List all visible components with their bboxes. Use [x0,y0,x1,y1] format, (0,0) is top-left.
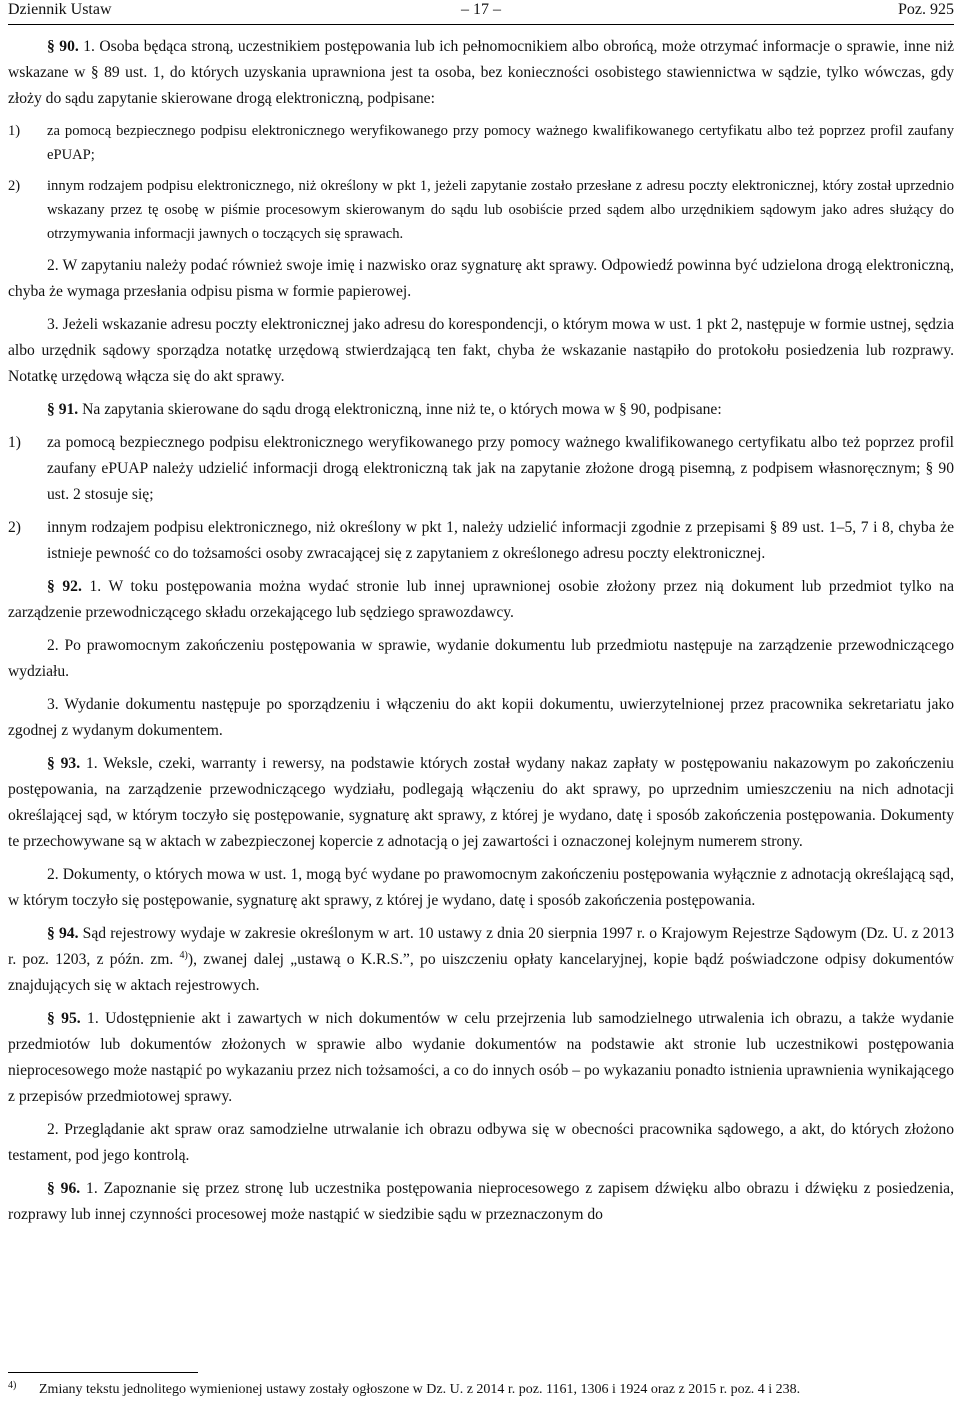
footnote-rule [8,1372,198,1373]
section-94-para-1: § 94. Sąd rejestrowy wydaje w zakresie określonym w art. 10 ustawy z dnia 20 sierpnia 1997 r. o Krajowym Rejestrze Sądowym (Dz. U. z 2013 r. poz. 1203, z późn. zm. $^{4)}$), zwanej dalej „ustawą o K.R.S.”, po uiszczeniu opłaty kancelaryjnej, kopie bądź poświadczone odpisy dokumentów znajdujących się w aktach rejestrowych. [8,925,955,994]
section-91-item-2: 2) innym rodzajem podpisu elektronicznego, niż określony w pkt 1, należy udzielić informacji zgodnie z przepisami § 89 ust. 1–5, 7 i 8, chyba że istnieje pewność co do tożsamości osoby zwracającej się z zapytaniem z określonego adresu poczty elektronicznej. [8,519,954,562]
section-95-para-2: 2. Przeglądanie akt spraw oraz samodzielne utrwalanie ich obrazu odbywa się w obecności pracownika sądowego, a akt, do których złożono testament, pod jego kontrolą. [8,1121,954,1164]
page-number: – 17 – [461,1,501,18]
section-91-item-1: 1) za pomocą bezpiecznego podpisu elektronicznego weryfikowanego przy pomocy ważnego kwalifikowanego certyfikatu albo też poprzez profil zaufany ePUAP należy udzielić informacji drogą elektroniczną tak jak na zapytanie złożone drogą pisemną, z podpisem własnoręcznym; § 90 ust. 2 stosuje się; [8,434,954,503]
page-header [8,0,954,22]
footnote-mark: 4) [8,1380,17,1391]
footnote-reference: 4) [179,949,188,961]
section-90-para-1: § 90. 1. Osoba będąca stroną, uczestnikiem postępowania lub ich pełnomocnikiem albo obrońcą, może otrzymać informacje o sprawie, inne niż wskazane w § 89 ust. 1, do których uzyskania uprawniona jest ta osoba, bez konieczności osobistego stawiennictwa w sądzie, tylko wówczas, gdy złoży do sądu zapytanie skierowane drogą elektroniczną, podpisane: [8,38,955,107]
journal-name: Dziennik Ustaw [8,1,112,18]
section-90-para-2: 2. W zapytaniu należy podać również swoje imię i nazwisko oraz sygnaturę akt sprawy. Odpowiedź powinna być udzielona drogą elektroniczną, chyba że wymaga przesłania odpisu pisma w formie papierowej. [8,257,954,300]
section-93-para-2: 2. Dokumenty, o których mowa w ust. 1, mogą być wydane po prawomocnym zakończeniu postępowania wyłącznie z adnotacją określającą sąd, w którym toczyło się postępowanie, sygnaturę akt sprawy, z której je wydano, datę i sposób zakończenia postępowania. [8,866,954,909]
document-body [8,34,954,1235]
footnote-text: Zmiany tekstu jednolitego wymienionej ustawy zostały ogłoszone w Dz. U. z 2014 r. poz. 1161, 1306 i 1924 oraz z 2015 r. poz. 4 i 238. [39,1382,801,1397]
section-91-para-1: § 91. Na zapytania skierowane do sądu drogą elektroniczną, inne niż te, o których mowa w § 90, podpisane: [47,401,722,418]
footnote [8,1379,954,1401]
header-rule [8,24,954,25]
section-90-para-3: 3. Jeżeli wskazanie adresu poczty elektronicznej jako adresu do korespondencji, o którym mowa w ust. 1 pkt 2, następuje w formie ustnej, sędzia albo urzędnik sądowy sporządza notatkę urzędową stwierdzającą ten fakt, chyba że wskazanie nastąpiło do protokołu posiedzenia lub rozprawy. Notatkę urzędową włącza się do akt sprawy. [8,316,954,385]
section-92-para-2: 2. Po prawomocnym zakończeniu postępowania w sprawie, wydanie dokumentu lub przedmiotu następuje na zarządzenie przewodniczącego wydziału. [8,637,954,680]
section-92-para-1: § 92. 1. W toku postępowania można wydać stronie lub innej uprawnionej osobie złożony przez nią dokument lub przedmiot tylko na zarządzenie przewodniczącego składu orzekającego lub sędziego sprawozdawcy. [8,578,954,621]
section-96-para-1: § 96. 1. Zapoznanie się przez stronę lub uczestnika postępowania nieprocesowego z zapisem dźwięku albo obrazu i dźwięku z posiedzenia, rozprawy lub innej czynności procesowej może nastąpić w siedzibie sądu w przeznaczonym do [8,1180,954,1223]
section-95-para-1: § 95. 1. Udostępnienie akt i zawartych w nich dokumentów w celu przejrzenia lub samodzielnego utrwalenia ich obrazu, a także wydanie przedmiotów lub dokumentów złożonych w sprawie albo wydanie dokumentów na podstawie akt stronie lub uczestnikowi postępowania nieprocesowego może nastąpić po wykazaniu przez nich tożsamości, a co do innych osób – po wykazaniu ponadto istnienia uprawnienia wynikającego z przepisów przedmiotowej sprawy. [8,1010,954,1105]
section-93-para-1: § 93. 1. Weksle, czeki, warranty i rewersy, na podstawie których został wydany nakaz zapłaty w postępowaniu nakazowym po zakończeniu postępowania, na zarządzenie przewodniczącego wydziału, podlegają włączeniu do akt sprawy, po uprzednim umieszczeniu na nich adnotacji określającej sąd, w którym toczyło się postępowanie, sygnaturę akt sprawy, z której je wydano, datę i sposób zakończenia postępowania. Dokumenty te przechowywane są w aktach w zabezpieczonej kopercie z adnotacją o jej zawartości i oznaczonej kolejnym numerem strony. [8,755,954,850]
position-number: Poz. 925 [898,1,954,18]
section-90-item-1: 1) za pomocą bezpiecznego podpisu elektronicznego weryfikowanego przy pomocy ważnego kwalifikowanego certyfikatu albo też poprzez profil zaufany ePUAP; [8,123,954,163]
section-92-para-3: 3. Wydanie dokumentu następuje po sporządzeniu i włączeniu do akt kopii dokumentu, uwierzytelnionej przez pracownika sekretariatu jako zgodnej z wydanym dokumentem. [8,696,954,739]
section-90-item-2: 2) innym rodzajem podpisu elektronicznego, niż określony w pkt 1, jeżeli zapytanie zostało przesłane z adresu poczty elektronicznej, który został uprzednio wskazany przez tę osobę w piśmie procesowym skierowanym do sądu lub osobiście przed sądem albo urzędnikiem sądowym jako adres służący do otrzymywania informacji jawnych o toczących się sprawach. [8,178,954,242]
